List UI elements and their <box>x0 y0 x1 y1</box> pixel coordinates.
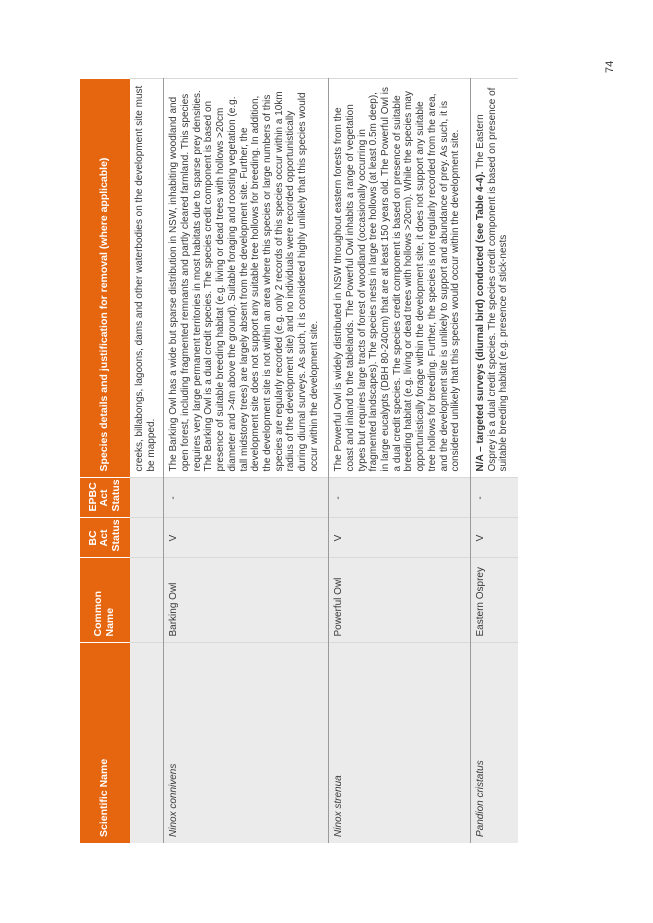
bc-status: V <box>470 518 518 558</box>
bc-status: V <box>329 518 471 558</box>
bc-status: V <box>164 518 329 558</box>
common-name: Eastern Osprey <box>470 558 518 643</box>
epbc-status: - <box>470 478 518 518</box>
table-row <box>164 79 329 843</box>
page-number: 74 <box>604 60 616 73</box>
species-details-text: The Eastern Osprey is a dual credit species. The species credit component is based on presence of suitable breeding habitat (e.g. presence of stick-nests <box>474 87 510 472</box>
targeted-survey-note: N/A – targeted surveys (diurnal bird) conducted (see Table 4-4). <box>474 171 486 472</box>
species-details <box>470 79 518 478</box>
header-scientific-name: Scientific Name <box>80 643 130 843</box>
header-epbc-act-status: EPBC Act Status <box>80 478 130 518</box>
table-row-continuation <box>130 79 164 843</box>
epbc-status: - <box>164 478 329 518</box>
scientific-name: Ninox strenua <box>329 643 471 843</box>
scientific-name: Ninox connivens <box>164 643 329 843</box>
header-species-details: Species details and justification for removal (where applicable) <box>80 79 130 478</box>
species-details: The Powerful Owl is widely distributed in NSW throughout eastern forests from the coast and inland to the tablelands. The Powerful Owl inhabits a range of vegetation types but requires large tracts of forest of woodland (occasionally occurring in fragmented landscapes). The species nests in large tree hollows (at least 0.5m deep), in large eucalypts (DBH 80-240cm) that are at least 150 years old. The Powerful Owl is a dual credit species. The species credit component is based on presence of suitable breeding habitat (e.g. living or dead trees with hollows >20cm). While the species may opportunistically forage within the development site, it does not support any suitable tree hollows for breeding. Further, the species is not regularly recorded from the area, and the development site is unlikely to support and abundance of prey. As such, it is considered unlikely that this species would occur within the development site. <box>329 79 471 478</box>
scientific-name: Pandion cristatus <box>470 643 518 843</box>
table-row <box>329 79 471 843</box>
common-name: Powerful Owl <box>329 558 471 643</box>
continuation-text: creeks, billabongs, lagoons, dams and other waterbodies on the development site must be mapped. <box>130 79 164 478</box>
species-details: The Barking Owl has a wide but sparse distribution in NSW, inhabiting woodland and open forest, including fragmented remnants and partly cleared farmland. This species requires very large permanent territories in most habitats due to sparse prey densities. The Barking Owl is a dual credit species. The species credit component is based on presence of suitable breeding habitat (e.g. living or dead trees with hollows >20cm diameter and >4m above the ground). Suitable foraging and roosting vegetation (e.g. tall midstorey trees) are largely absent from the development site. Further, the development site does not support any suitable tree hollows for breeding. In addition, the development site is not within an area where this species or large numbers of this species are regularly recorded (e.g. only 2 records of this species occur within a 10km radius of the development site) and no individuals were recorded opportunistically during diurnal surveys. As such, it is considered highly unlikely that this species would occur within the development site. <box>164 79 329 478</box>
table-header-row <box>80 79 130 843</box>
common-name: Barking Owl <box>164 558 329 643</box>
header-bc-act-status: BC Act Status <box>80 518 130 558</box>
header-common-name: Common Name <box>80 558 130 643</box>
epbc-status: - <box>329 478 471 518</box>
table-row <box>470 79 518 843</box>
species-table <box>80 79 518 844</box>
